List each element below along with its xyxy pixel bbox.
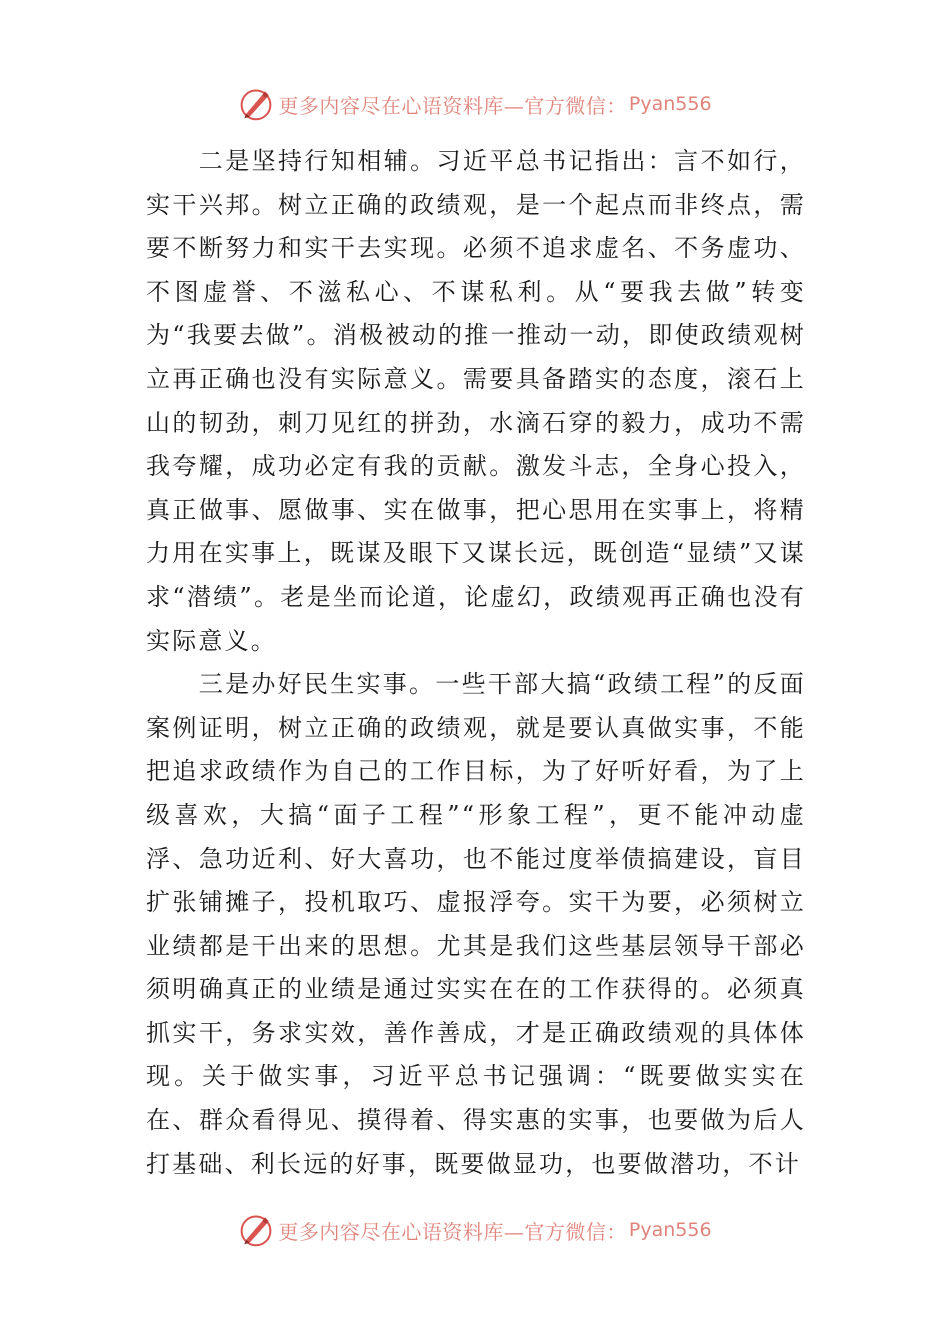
pen-logo-icon xyxy=(238,1212,274,1248)
watermark-site-text: 更多内容尽在心语资料库—官方微信： xyxy=(278,93,627,118)
watermark-wechat-id: Pyan556 xyxy=(628,1219,712,1241)
paragraph-1: 二是坚持行知相辅。习近平总书记指出：言不如行，实干兴邦。树立正确的政绩观，是一个起点而非终点，需要不断努力和实干去实现。必须不追求虚名、不务虚功、不图虚誉、不滋私心、不谋私利。从“要我去做”转变为“我要去做”。消极被动的推一推动一动，即使政绩观树立再正确也没有实际意义。需要具备踏实的态度，滚石上山的韧劲，刺刀见红的拼劲，水滴石穿的毅力，成功不需我夸耀，成功必定有我的贡献。激发斗志，全身心投入，真正做事、愿做事、实在做事，把心思用在实事上，将精力用在实事上，既谋及眼下又谋长远，既创造“显绩”又谋求“潜绩”。老是坐而论道，论虚幻，政绩观再正确也没有实际意义。 xyxy=(146,147,806,655)
watermark-wechat-id: Pyan556 xyxy=(628,93,712,115)
paragraph-2: 三是办好民生实事。一些干部大搞“政绩工程”的反面案例证明，树立正确的政绩观，就是要认真做实事，不能把追求政绩作为自己的工作目标，为了好听好看，为了上级喜欢，大搞“面子工程”“形象工程”，更不能冲动虚浮、急功近利、好大喜功，也不能过度举债搞建设，盲目扩张铺摊子，投机取巧、虚报浮夸。实干为要，必须树立业绩都是干出来的思想。尤其是我们这些基层领导干部必须明确真正的业绩是通过实实在在的工作获得的。必须真抓实干，务求实效，善作善成，才是正确政绩观的具体体现。关于做实事，习近平总书记强调：“既要做实实在在、群众看得见、摸得着、得实惠的实事，也要做为后人打基础、利长远的好事，既要做显功，也要做潜功，不计 xyxy=(146,670,806,1178)
watermark-footer xyxy=(0,1210,950,1250)
watermark-header xyxy=(0,84,950,124)
pen-logo-icon xyxy=(238,86,274,122)
document-body xyxy=(146,140,806,1186)
watermark-site-text: 更多内容尽在心语资料库—官方微信： xyxy=(278,1219,627,1244)
